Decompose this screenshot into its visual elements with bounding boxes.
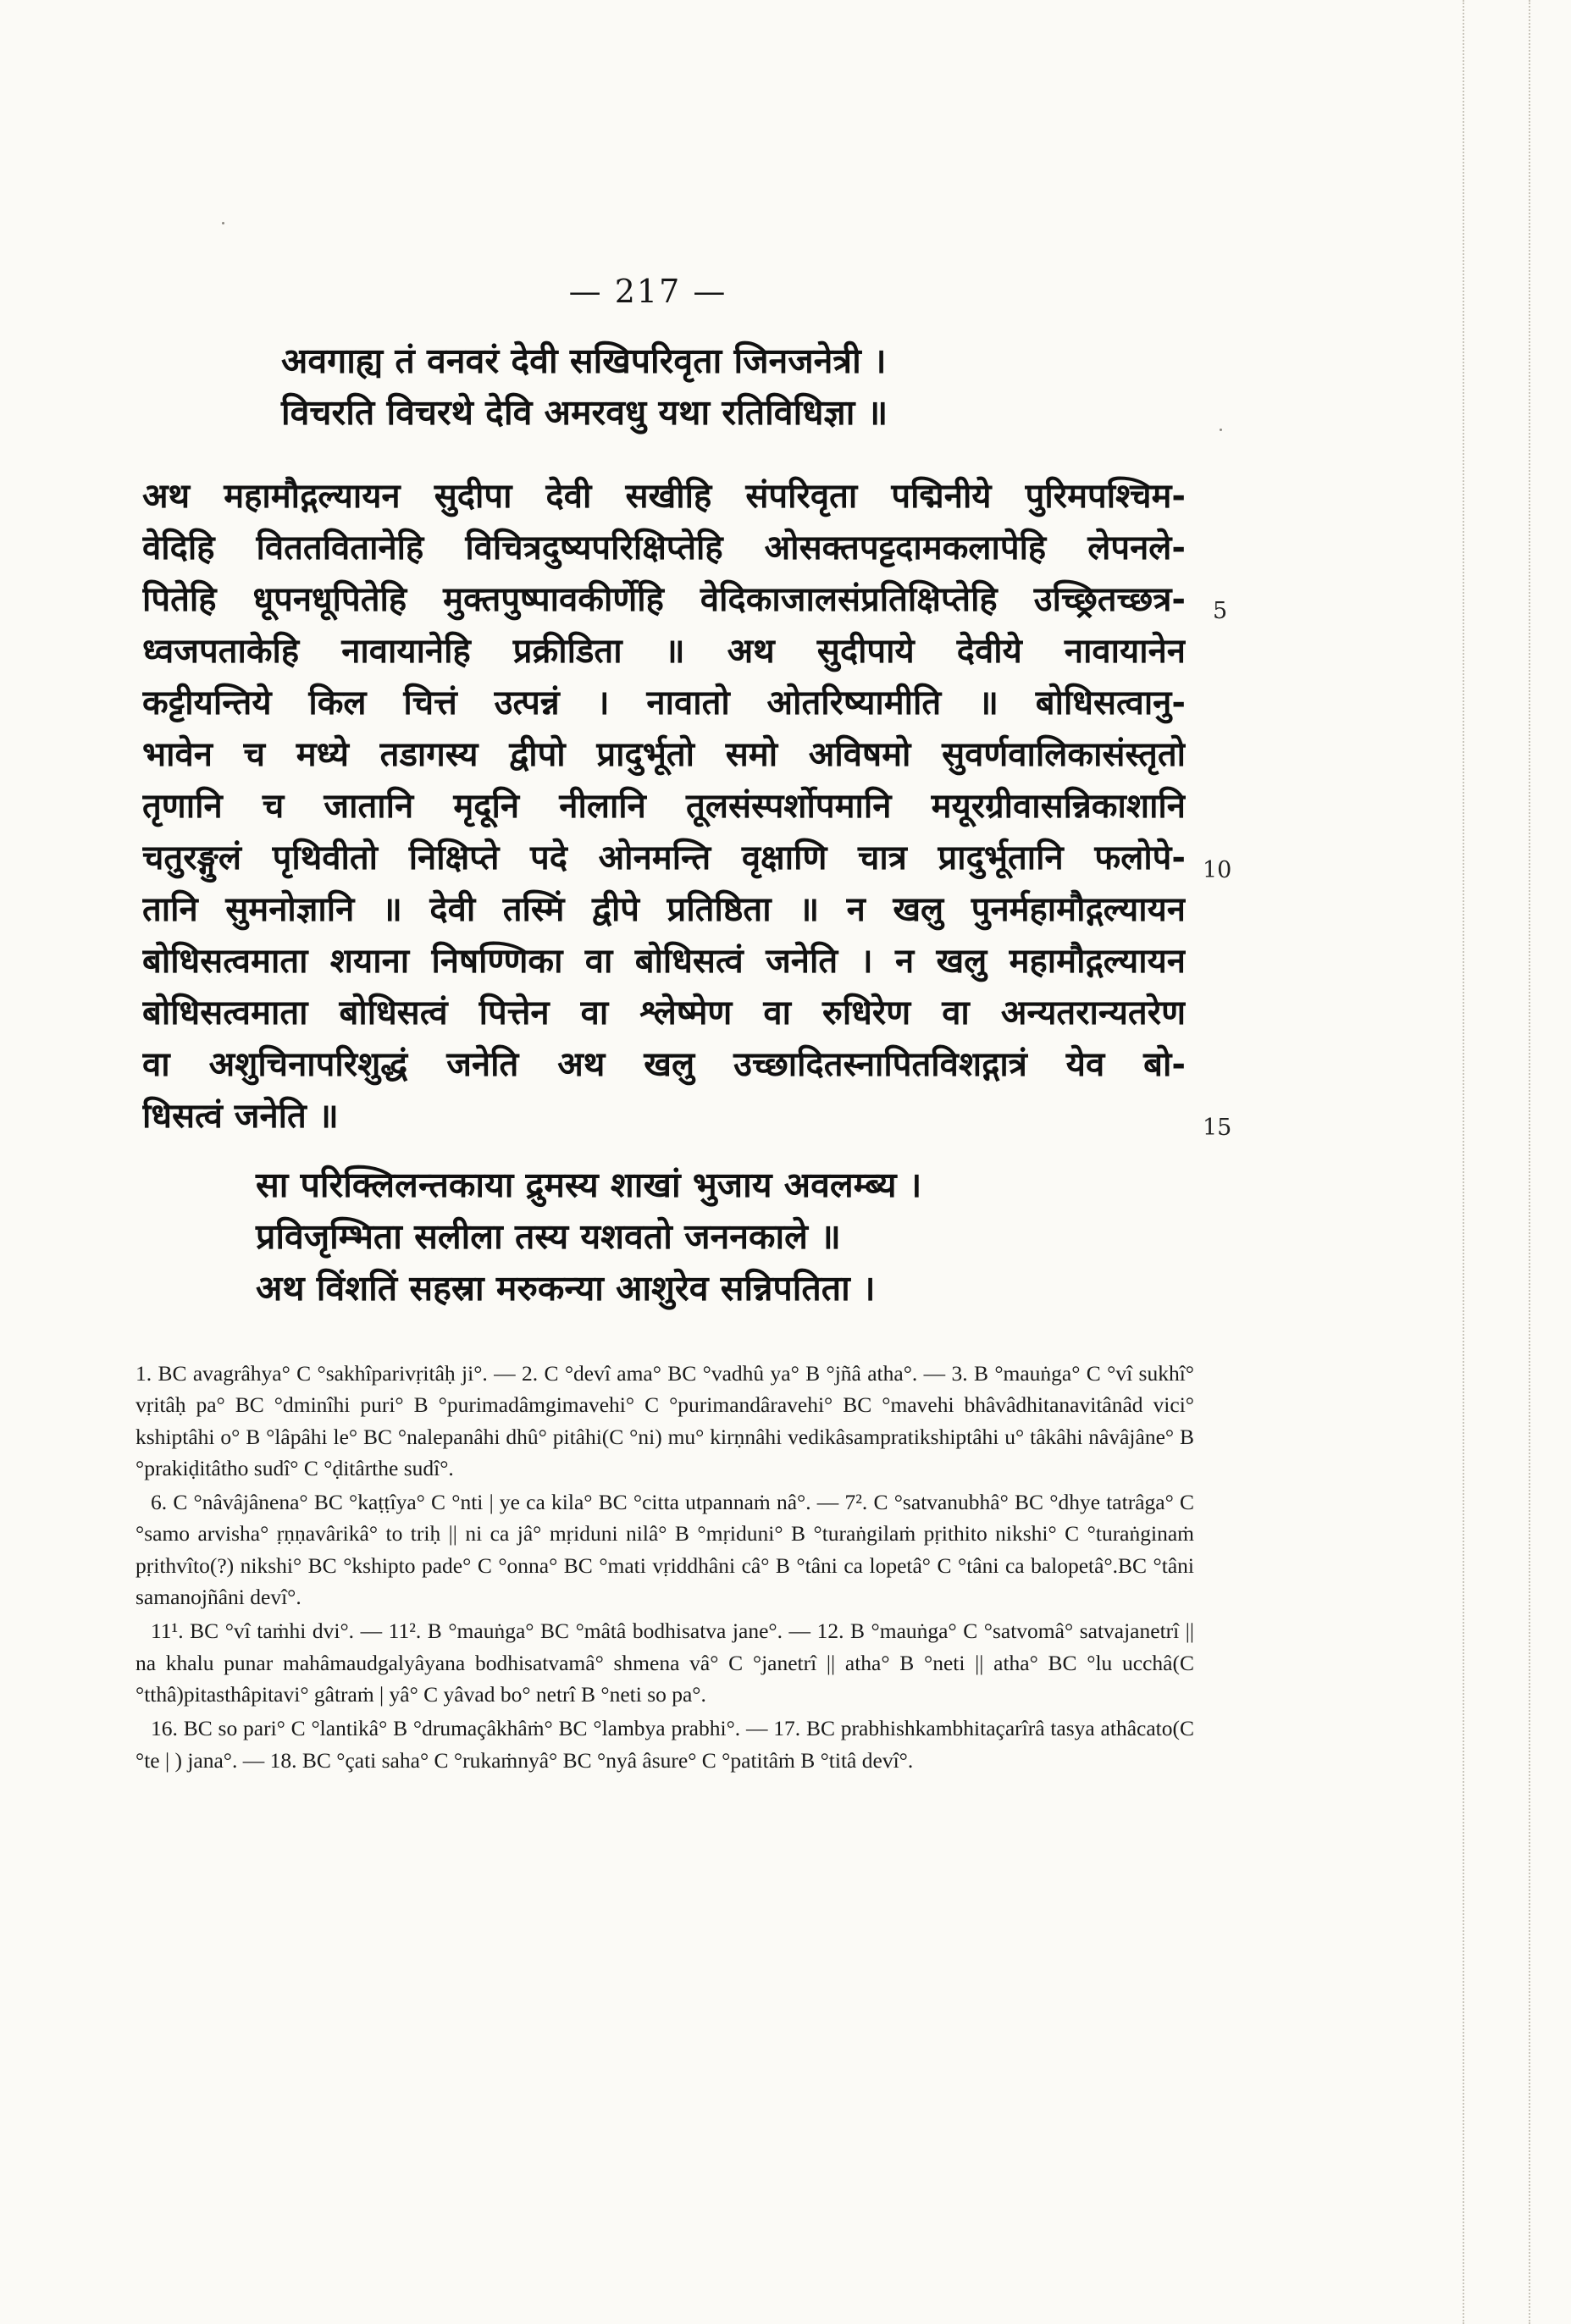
verse-line: विचरति विचरथे देवि अमरवधु यथा रतिविधिज्ञा ॥: [281, 392, 888, 433]
prose-line: चतुरङ्गुलं पृथिवीतो निक्षिप्ते पदे ओनमन्ति वृक्षाणि चात्र प्रादुर्भूतानि फलोपे-: [142, 838, 1186, 877]
prose-line: तानि सुमनोज्ञानि ॥ देवी तस्मिं द्वीपे प्रतिष्ठिता ॥ न खलु पुनर्महामौद्गल्यायन: [142, 890, 1186, 929]
verse-block-top: [281, 335, 888, 439]
line-number: 10: [1203, 857, 1232, 883]
verse-block-bottom: [256, 1159, 921, 1314]
footnote: 16. BC so pari° C °lantikâ° B °drumaçâkhâṁ° BC °lambya prabhi°. — 17. BC prabhishkambhitaçarîrâ tasya athâcato(C °te | ) jana°. — 18. BC °çati saha° C °rukaṁnyâ° BC °nyâ âsure° C °patitâṁ B °titâ devî°.: [136, 1716, 1194, 1773]
prose-line: बोधिसत्वमाता शयाना निषण्णिका वा बोधिसत्वं जनेति । न खलु महामौद्गल्यायन: [142, 942, 1186, 981]
prose-line: तृणानि च जातानि मृदूनि नीलानि तूलसंस्पर्शोपमानि मयूरग्रीवासन्निकाशानि: [142, 787, 1186, 826]
paper-speck: [222, 222, 224, 224]
prose-line: कट्टीयन्तिये किल चित्तं उत्पन्नं । नावातो ओतरिष्यामीति ॥ बोधिसत्वानु-: [142, 683, 1186, 722]
paper-speck: [1220, 429, 1222, 431]
prose-line: धिसत्वं जनेति ॥: [142, 1097, 339, 1136]
page-number: — 217 —: [568, 273, 727, 310]
verse-line: सा परिक्लिलन्तकाया द्रुमस्य शाखां भुजाय अवलम्ब्य ।: [256, 1165, 922, 1205]
prose-line: ध्वजपताकेहि नावायानेहि प्रक्रीडिता ॥ अथ सुदीपाये देवीये नावायानेन: [142, 632, 1186, 671]
page-edge-shadow: [1463, 0, 1464, 2324]
footnote: 11¹. BC °vî taṁhi dvi°. — 11². B °mauṅga° BC °mâtâ bodhisatva jane°. — 12. B °mauṅga° C °satvomâ° satvajanetrî || na khalu punar mahâmaudgalyâyana bodhisatvamâ° shmena vâ° C °janetrî || atha° B °neti || atha° BC °lu ucchâ(C °tthâ)pitasthâpitavi° gâtraṁ | yâ° C yâvad bo° netrî B °neti so pa°.: [136, 1618, 1194, 1707]
prose-line: बोधिसत्वमाता बोधिसत्वं पित्तेन वा श्लेष्मेण वा रुधिरेण वा अन्यतरान्यतरेण: [142, 993, 1186, 1032]
verse-line: अवगाह्य तं वनवरं देवी सखिपरिवृता जिनजनेत्री ।: [281, 340, 887, 381]
prose-line: पितेहि धूपनधूपितेहि मुक्तपुष्पावकीर्णेहि वेदिकाजालसंप्रतिक्षिप्तेहि उच्छ्रितच्छत्र-: [142, 580, 1186, 619]
verse-line: प्रविजृम्भिता सलीला तस्य यशवतो जननकाले ॥: [256, 1216, 841, 1257]
line-number: 15: [1203, 1115, 1232, 1141]
footnote: 1. BC avagrâhya° C °sakhîparivṛitâḥ ji°. — 2. C °devî ama° BC °vadhû ya° B °jñâ atha°. — 3. B °mauṅga° C °vî sukhî° vṛitâḥ pa° BC °dminîhi puri° B °purimadâmgimavehi° C °purimandâravehi° BC °mavehi bhâvâdhitanavitânâd vici° kshiptâhi o° B °lâpâhi le° BC °nalepanâhi dhû° pitâhi(C °ni) mu° kirṇnâhi vedikâsampratikshiptâhi u° tâkâhi nâvâjâne° B °prakiḍitâtho sudî° C °ḍitârthe sudî°.: [136, 1361, 1194, 1480]
prose-line: वा अशुचिनापरिशुद्धं जनेति अथ खलु उच्छादितस्नापितविशद्गात्रं येव बो-: [142, 1045, 1186, 1084]
prose-line: वेदिहि विततवितानेहि विचित्रदुष्यपरिक्षिप्तेहि ओसक्तपट्टदामकलापेहि लेपनले-: [142, 528, 1186, 567]
footnotes: [136, 1358, 1194, 1776]
prose-line: अथ महामौद्गल्यायन सुदीपा देवी सखीहि संपरिवृता पद्मिनीये पुरिमपश्चिम-: [142, 477, 1186, 516]
page-edge-shadow: [1529, 0, 1530, 2324]
verse-line: अथ विंशतिं सहस्रा मरुकन्या आशुरेव सन्निपतिता ।: [256, 1268, 876, 1309]
prose-block: [142, 471, 1186, 1143]
footnote: 6. C °nâvâjânena° BC °kaṭṭîya° C °nti | ye ca kila° BC °citta utpannaṁ nâ°. — 7². C °satvanubhâ° BC °dhye tatrâga° C °samo arvisha° ṛṇṇavârikâ° to triḥ || ni ca jâ° mṛiduni nilâ° B °mṛiduni° B °turaṅgilaṁ pṛithito nikshi° C °turaṅginaṁ pṛithvîto(?) nikshi° BC °kshipto pade° C °onna° BC °mati vṛiddhâni câ° B °tâni ca lopetâ° C °tâni ca balopetâ°.BC °tâni samanojñâni devî°.: [136, 1490, 1194, 1610]
prose-line: भावेन च मध्ये तडागस्य द्वीपो प्रादुर्भूतो समो अविषमो सुवर्णवालिकासंस्तृतो: [142, 735, 1186, 774]
line-number: 5: [1213, 598, 1228, 624]
